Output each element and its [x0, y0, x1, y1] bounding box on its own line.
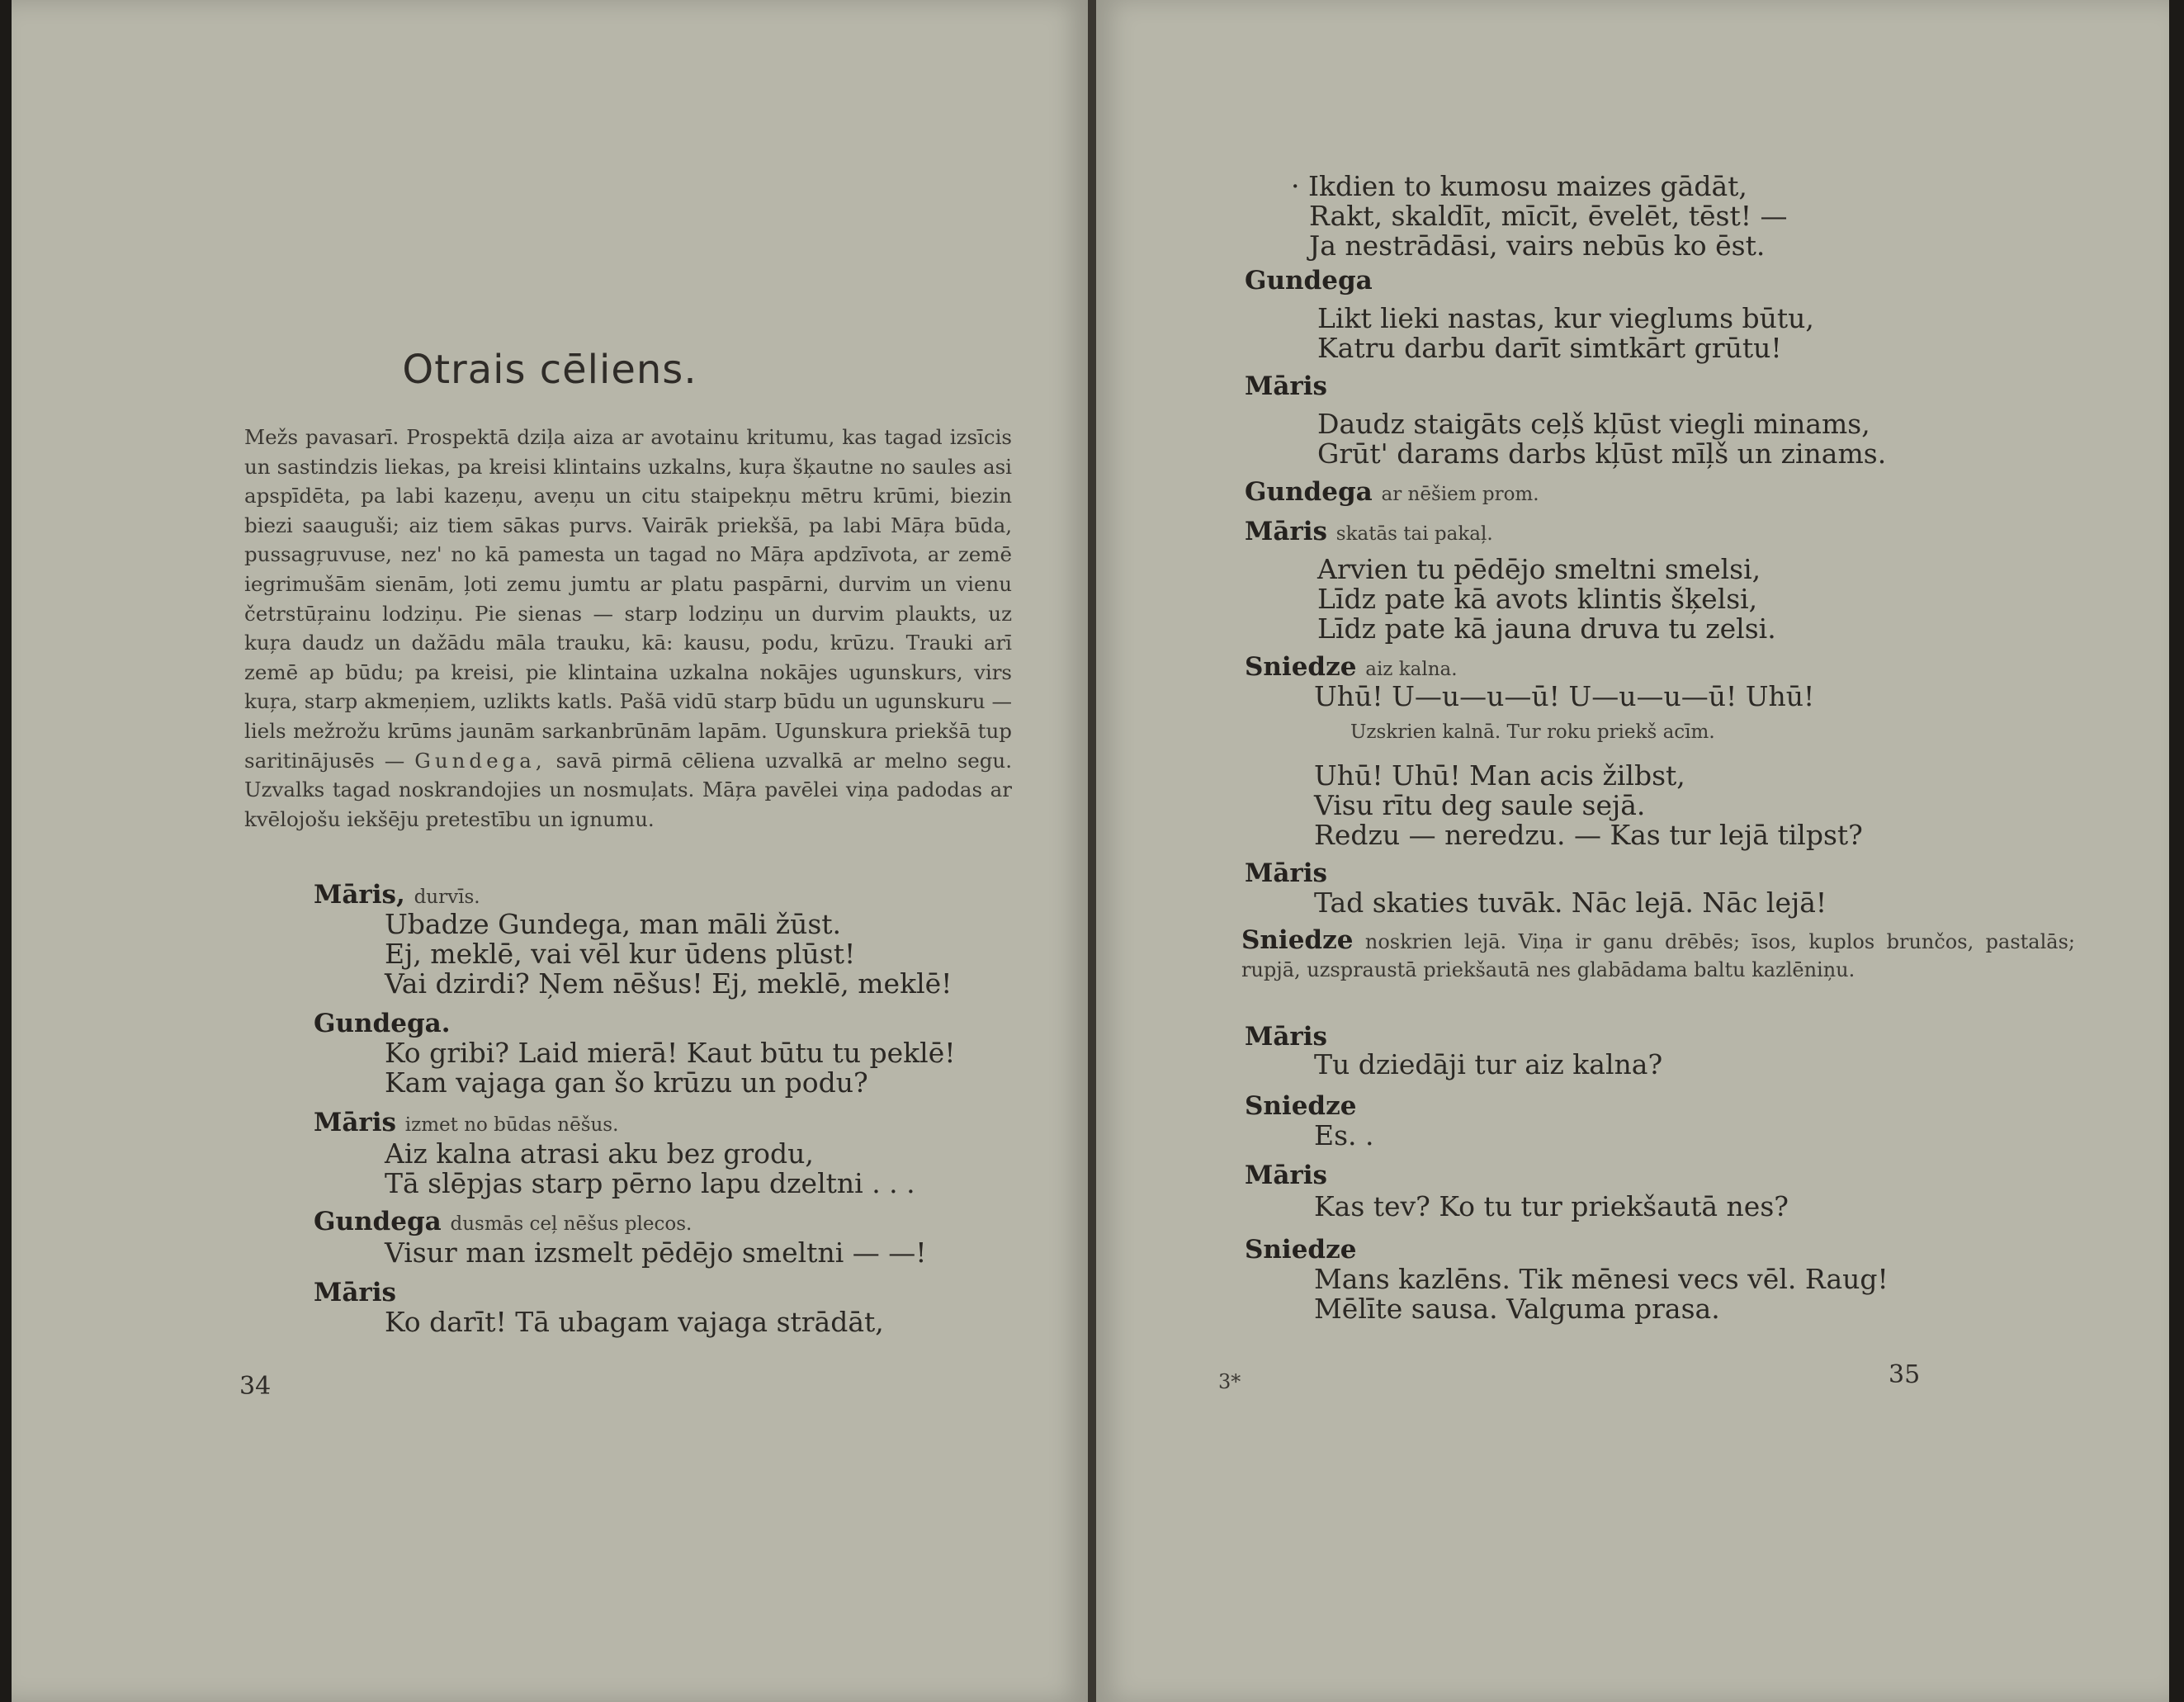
verse-line: Vai dzirdi? Ņem nēšus! Ej, meklē, meklē! — [385, 967, 953, 1000]
verse-line: Arvien tu pēdējo smeltni smelsi, — [1317, 553, 1761, 585]
speaker-sniedze-r7: Sniedze — [1241, 925, 1354, 955]
verse-block-3 — [385, 1139, 915, 1198]
verse-block-5 — [385, 1307, 884, 1337]
verse-block-4 — [385, 1238, 927, 1268]
speaker-sniedze-r9: Sniedze — [1245, 1091, 1357, 1121]
left-page — [12, 0, 1088, 1702]
stage-direction-text-2: savā pirmā cēliena uzvalkā ar melno segu. Uzvalks tagad noskrandojies un nosmuļats. Māŗa pavēlei viņa padodas ar kvēlojošu iekšēju pretestību un ignumu. — [244, 748, 1012, 831]
verse-line: Visu rītu deg saule sejā. — [1314, 789, 1646, 821]
stage-direction: dusmās ceļ nēšus plecos. — [450, 1213, 693, 1235]
verse-block-r5 — [1314, 761, 1863, 850]
speaker-name: Māris, — [314, 880, 405, 910]
verse-block-r2 — [1317, 409, 1886, 469]
verse-line: Kam vajaga gan šo krūzu un podu? — [385, 1066, 868, 1099]
verse-line: Uhū! Uhū! Man acis žilbst, — [1314, 759, 1685, 792]
signature-mark: 3* — [1218, 1370, 1241, 1393]
verse-block-r6 — [1314, 888, 1827, 918]
speaker-name: Māris — [1245, 517, 1327, 546]
verse-line: Tu dziedāji tur aiz kalna? — [1314, 1048, 1663, 1080]
stage-direction-text: noskrien lejā. Viņa ir ganu drēbēs; īsos, kuplos brunčos, pastalās; rupjā, uzspraustā priekšautā nes glabādama baltu kazlēniņu. — [1241, 930, 2075, 981]
verse-line: Redzu — neredzu. — Kas tur lejā tilpst? — [1314, 819, 1863, 851]
verse-block-r8 — [1314, 1050, 1662, 1080]
verse-line: Uhū! U—u—u—ū! U—u—u—ū! Uhū! — [1314, 680, 1815, 712]
verse-line: Kas tev? Ko tu tur priekšautā nes? — [1314, 1190, 1789, 1222]
verse-line-r5-call — [1314, 682, 1814, 712]
verse-line: Tad skaties tuvāk. Nāc lejā. Nāc lejā! — [1314, 886, 1827, 919]
verse-line: Ko gribi? Laid mierā! Kaut būtu tu peklē! — [385, 1037, 956, 1069]
speaker-gundega-1: Gundega. — [314, 1009, 451, 1038]
verse-line: Ej, meklē, vai vēl kur ūdens plūst! — [385, 938, 856, 970]
verse-line: Daudz staigāts ceļš kļūst viegli minams, — [1317, 408, 1870, 440]
verse-line: Katru darbu darīt simtkārt grūtu! — [1317, 332, 1782, 364]
speaker-name: Gundega — [1245, 477, 1373, 507]
verse-block-r10 — [1314, 1192, 1789, 1222]
speaker-maris-r4 — [1245, 517, 1493, 546]
verse-line: Likt lieki nastas, kur vieglums būtu, — [1317, 302, 1814, 334]
stage-direction: durvīs. — [414, 886, 480, 908]
verse-block-2 — [385, 1038, 956, 1098]
verse-block-r0 — [1291, 170, 1788, 262]
verse-block-r11 — [1314, 1265, 1889, 1324]
stage-direction-text-1: Mežs pavasarī. Prospektā dziļa aiza ar avotainu kritumu, kas tagad izsīcis un sastindzis liekas, pa kreisi klintains uzkalns, kuŗa šķautne no saules asi apspīdēta, pa labi kazeņu, aveņu un citu staipekņu mētru krūmi, biezin biezi saauguši; aiz tiem sākas purvs. Vairāk priekšā, pa labi Māŗa būda, pussagŗuvuse, nez' no kā pamesta un tagad no Māŗa apdzīvota, ar zemē iegrimušām sienām, ļoti zemu jumtu ar platu paspārni, durvim un vienu četrstūŗainu lodziņu. Pie sienas — starp lodziņu un durvim plaukts, uz kuŗa daudz un dažādu māla trauku, kā: kausu, podu, krūzu. Trauki arī zemē ap būdu; pa kreisi, pie klintaina uzkalna nokājes ugunskurs, virs kuŗa, starp akmeņiem, uzlikts katls. Pašā vidū starp būdu un ugunskuru — liels mežrožu krūms jaunām sarkanbrūnām lapām. Ugunskura priekšā tup saritinājusēs — — [244, 425, 1012, 773]
inline-stage-direction: Uzskrien kalnā. Tur roku priekš acīm. — [1350, 721, 1715, 743]
stage-direction: skatās tai pakaļ. — [1335, 523, 1493, 545]
speaker-maris-r8: Māris — [1245, 1022, 1327, 1052]
page-number-left: 34 — [239, 1372, 272, 1401]
opening-stage-direction — [244, 423, 1012, 834]
verse-line: Ko darīt! Tā ubagam vajaga strādāt, — [385, 1306, 884, 1338]
stage-direction-sniedze — [1241, 926, 2075, 984]
speaker-gundega-2 — [314, 1207, 692, 1236]
speaker-gundega-r3 — [1245, 477, 1539, 507]
stage-direction: aiz kalna. — [1365, 659, 1458, 680]
verse-line: Mans kazlēns. Tik mēnesi vecs vēl. Raug! — [1314, 1263, 1889, 1295]
verse-line: Es. . — [1314, 1119, 1374, 1151]
verse-line: Aiz kalna atrasi aku bez grodu, — [385, 1137, 814, 1170]
speaker-maris-r10: Māris — [1245, 1161, 1327, 1190]
speaker-maris-r6: Māris — [1245, 858, 1327, 888]
verse-block-r1 — [1317, 304, 1814, 363]
speaker-sniedze-r5 — [1245, 652, 1458, 682]
speaker-name: Gundega — [314, 1207, 442, 1236]
verse-line: Tā slēpjas starp pērno lapu dzeltni . . . — [385, 1167, 915, 1199]
verse-block-r4 — [1317, 555, 1776, 644]
verse-line: Līdz pate kā avots klintis šķelsi, — [1317, 583, 1758, 615]
verse-line: Visur man izsmelt pēdējo smeltni — —! — [385, 1236, 927, 1269]
verse-block-r9 — [1314, 1121, 1374, 1151]
speaker-gundega-r1: Gundega — [1245, 266, 1373, 295]
verse-line: Ja nestrādāsi, vairs nebūs ko ēst. — [1309, 229, 1766, 262]
speaker-maris-1 — [314, 880, 480, 910]
speaker-maris-r2: Māris — [1245, 371, 1327, 401]
book-spine — [1088, 0, 1096, 1702]
verse-line: Rakt, skaldīt, mīcīt, ēvelēt, tēst! — — [1309, 200, 1788, 232]
speaker-maris-3: Māris — [314, 1278, 396, 1307]
right-page — [1096, 0, 2169, 1702]
verse-line: · Ikdien to kumosu maizes gādāt, — [1291, 170, 1747, 202]
speaker-name: Sniedze — [1245, 652, 1357, 682]
verse-line: Ubadze Gundega, man māli žūst. — [385, 908, 842, 940]
verse-block-1 — [385, 910, 952, 999]
stage-direction: ar nēšiem prom. — [1381, 484, 1539, 505]
page-number-right: 35 — [1889, 1360, 1921, 1389]
speaker-maris-2 — [314, 1108, 618, 1137]
act-title: Otrais cēliens. — [402, 347, 697, 393]
stage-direction: izmet no būdas nēšus. — [404, 1114, 619, 1136]
verse-line: Mēlīte sausa. Valguma prasa. — [1314, 1293, 1720, 1325]
verse-line: Grūt' darams darbs kļūst mīļš un zinams. — [1317, 437, 1887, 470]
stage-direction-character: Gundega, — [414, 748, 546, 773]
speaker-sniedze-r11: Sniedze — [1245, 1235, 1357, 1265]
speaker-name: Māris — [314, 1108, 396, 1137]
verse-line: Līdz pate kā jauna druva tu zelsi. — [1317, 612, 1776, 645]
